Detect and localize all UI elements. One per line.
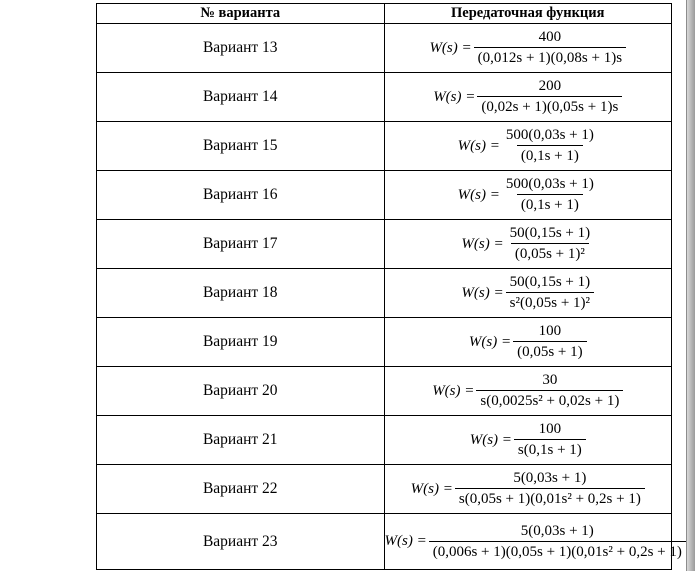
transfer-function-cell [384, 416, 672, 465]
formula-denominator: (0,02s + 1)(0,05s + 1)s [477, 96, 622, 116]
formula-lhs: W(s) = [461, 284, 504, 301]
transfer-function-formula [461, 225, 594, 263]
formula-denominator: (0,05s + 1)² [511, 243, 589, 263]
formula-fraction [476, 372, 623, 410]
formula-fraction [502, 176, 598, 214]
table-row [97, 318, 672, 367]
formula-lhs: W(s) = [410, 480, 453, 497]
transfer-function-formula [458, 176, 598, 214]
transfer-function-formula [470, 421, 586, 459]
variant-cell: Вариант 17 [97, 220, 385, 269]
table-header-row [97, 4, 672, 24]
formula-fraction [502, 127, 598, 165]
variant-cell: Вариант 13 [97, 24, 385, 73]
transfer-function-formula [411, 470, 645, 508]
formula-denominator: (0,05s + 1) [513, 341, 587, 361]
column-header-transfer-function: Передаточная функция [384, 4, 672, 24]
formula-denominator: (0,1s + 1) [517, 145, 583, 165]
table-row [97, 465, 672, 514]
transfer-function-cell [384, 73, 672, 122]
page-edge-shadow [687, 0, 695, 571]
formula-denominator: (0,1s + 1) [517, 194, 583, 214]
formula-numerator: 100 [538, 421, 562, 437]
variants-table [96, 3, 682, 570]
transfer-function-formula [433, 78, 622, 116]
formula-lhs: W(s) = [429, 39, 472, 56]
formula-numerator: 400 [538, 29, 562, 45]
transfer-function-formula [461, 274, 594, 312]
variant-cell: Вариант 14 [97, 73, 385, 122]
formula-numerator: 50(0,15s + 1) [509, 274, 591, 290]
transfer-function-cell [384, 367, 672, 416]
transfer-function-formula [458, 127, 598, 165]
variant-cell: Вариант 16 [97, 171, 385, 220]
transfer-function-cell [384, 269, 672, 318]
formula-numerator: 30 [542, 372, 558, 388]
formula-lhs: W(s) = [384, 533, 427, 549]
table-row [97, 367, 672, 416]
formula-lhs: W(s) = [461, 235, 504, 252]
variant-cell: Вариант 23 [97, 514, 385, 570]
table-row [97, 73, 672, 122]
formula-fraction [477, 78, 622, 116]
formula-numerator: 500(0,03s + 1) [505, 127, 594, 143]
transfer-function-formula [385, 523, 686, 561]
formula-numerator: 200 [538, 78, 562, 94]
column-header-variant: № варианта [97, 4, 385, 24]
formula-denominator: (0,006s + 1)(0,05s + 1)(0,01s² + 0,2s + 1) [429, 541, 686, 561]
variant-cell: Вариант 20 [97, 367, 385, 416]
transfer-function-cell [384, 318, 672, 367]
formula-fraction [514, 421, 586, 459]
transfer-function-cell [384, 122, 672, 171]
formula-fraction [474, 29, 626, 67]
table-row [97, 220, 672, 269]
formula-numerator: 5(0,03s + 1) [513, 470, 587, 486]
formula-denominator: s(0,1s + 1) [514, 439, 586, 459]
transfer-function-cell [384, 514, 682, 570]
variant-cell: Вариант 21 [97, 416, 385, 465]
formula-lhs: W(s) = [468, 333, 512, 350]
formula-lhs: W(s) = [457, 186, 500, 203]
table-row [97, 122, 672, 171]
transfer-function-formula [429, 29, 626, 67]
formula-lhs: W(s) = [433, 88, 476, 105]
variant-cell: Вариант 15 [97, 122, 385, 171]
formula-numerator: 500(0,03s + 1) [505, 176, 594, 192]
table-row [97, 514, 672, 570]
formula-fraction [506, 225, 595, 263]
table-row [97, 269, 672, 318]
transfer-function-cell [384, 171, 672, 220]
formula-denominator: s(0,0025s² + 0,02s + 1) [476, 390, 623, 410]
formula-fraction [506, 274, 595, 312]
table-row [97, 416, 672, 465]
transfer-function-formula [469, 323, 587, 361]
formula-numerator: 100 [538, 323, 562, 339]
transfer-function-cell [384, 465, 672, 514]
formula-fraction [455, 470, 645, 508]
variant-cell: Вариант 18 [97, 269, 385, 318]
table-row [97, 24, 672, 73]
variant-cell: Вариант 22 [97, 465, 385, 514]
formula-numerator: 5(0,03s + 1) [520, 522, 594, 539]
formula-fraction [513, 323, 587, 361]
formula-denominator: (0,012s + 1)(0,08s + 1)s [474, 47, 626, 67]
table-row [97, 171, 672, 220]
variant-cell: Вариант 19 [97, 318, 385, 367]
transfer-function-formula [432, 372, 623, 410]
formula-lhs: W(s) = [469, 431, 512, 448]
transfer-function-cell [384, 24, 672, 73]
formula-denominator: s(0,05s + 1)(0,01s² + 0,2s + 1) [455, 488, 645, 508]
formula-lhs: W(s) = [457, 137, 500, 154]
formula-lhs: W(s) = [432, 382, 475, 399]
transfer-function-cell [384, 220, 672, 269]
formula-denominator: s²(0,05s + 1)² [506, 292, 594, 312]
formula-numerator: 50(0,15s + 1) [509, 225, 591, 241]
formula-fraction [429, 523, 686, 561]
